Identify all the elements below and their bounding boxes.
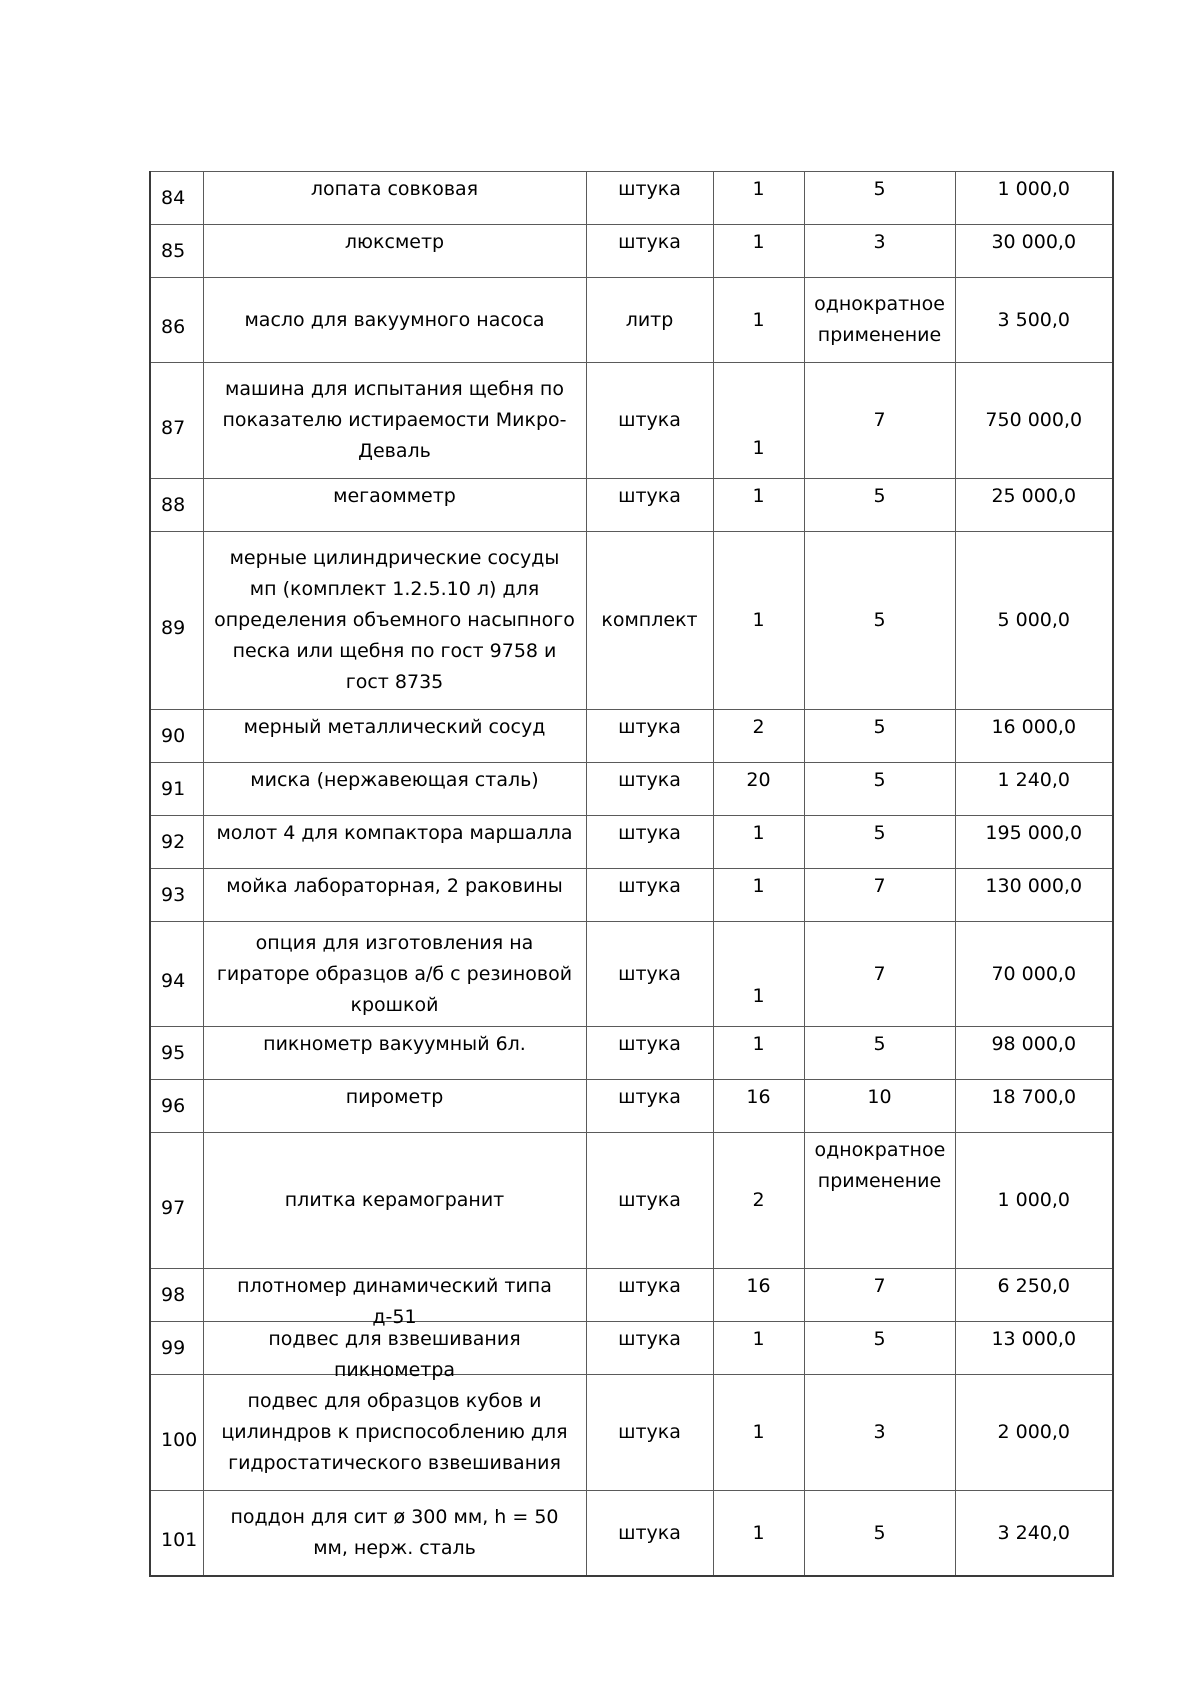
price-cell <box>955 816 1113 869</box>
quantity: 20 <box>746 769 771 791</box>
row-number-cell <box>150 532 203 710</box>
row-number-cell <box>150 1027 203 1080</box>
table-row <box>150 1375 1113 1491</box>
price: 13 000,0 <box>991 1328 1077 1350</box>
service-term-cell <box>804 1133 955 1269</box>
unit-cell <box>586 225 713 278</box>
price-cell <box>955 869 1113 922</box>
service-term-cell <box>804 1269 955 1322</box>
service-term-cell <box>804 763 955 816</box>
unit-cell <box>586 1133 713 1269</box>
equipment-table <box>149 171 1114 1577</box>
item-name: мерный металлический сосуд <box>243 716 546 738</box>
price: 6 250,0 <box>997 1275 1071 1297</box>
price-cell <box>955 1322 1113 1375</box>
service-term: 7 <box>873 962 886 985</box>
item-name: поддон для сит ø 300 мм, h = 50 мм, нерж. сталь <box>230 1506 559 1559</box>
item-name: плотномер динамический типа д-51 <box>237 1275 552 1328</box>
item-name-cell <box>203 363 586 479</box>
row-number: 101 <box>161 1529 198 1551</box>
service-term-cell <box>804 1080 955 1133</box>
price-cell <box>955 1080 1113 1133</box>
quantity: 16 <box>746 1275 771 1297</box>
quantity: 1 <box>752 875 765 897</box>
unit-cell <box>586 1491 713 1577</box>
unit: штука <box>618 822 681 844</box>
item-name: лопата совковая <box>310 178 479 200</box>
unit-cell <box>586 922 713 1027</box>
price: 750 000,0 <box>985 409 1083 431</box>
service-term-cell <box>804 1027 955 1080</box>
price: 18 700,0 <box>991 1086 1077 1108</box>
quantity-cell <box>713 1027 804 1080</box>
quantity: 1 <box>752 437 765 459</box>
quantity-cell <box>713 1375 804 1491</box>
item-name: люксметр <box>344 231 445 253</box>
table-row <box>150 710 1113 763</box>
row-number-cell <box>150 1491 203 1577</box>
price-cell <box>955 922 1113 1027</box>
service-term-cell <box>804 1491 955 1577</box>
quantity-cell <box>713 763 804 816</box>
table-row <box>150 172 1113 225</box>
service-term: 5 <box>873 1328 886 1350</box>
quantity-cell <box>713 479 804 532</box>
quantity: 1 <box>752 822 765 844</box>
item-name-cell <box>203 172 586 225</box>
price-cell <box>955 479 1113 532</box>
unit: штука <box>618 409 681 431</box>
item-name: опция для изготовления на гираторе образцов а/б с резиновой крошкой <box>216 931 573 1016</box>
unit-cell <box>586 763 713 816</box>
row-number-cell <box>150 1322 203 1375</box>
price: 70 000,0 <box>991 962 1077 985</box>
row-number-cell <box>150 763 203 816</box>
price-cell <box>955 1133 1113 1269</box>
price: 5 000,0 <box>997 609 1071 631</box>
item-name-cell <box>203 225 586 278</box>
quantity: 1 <box>752 485 765 507</box>
price: 16 000,0 <box>991 716 1077 738</box>
item-name-cell <box>203 1491 586 1577</box>
item-name: плитка керамогранит <box>284 1189 505 1211</box>
item-name: мерные цилиндрические сосуды мп (комплект 1.2.5.10 л) для определения объемного насыпного песка или щебня по гост 9758 и гост 8735 <box>214 547 575 693</box>
item-name-cell <box>203 1375 586 1491</box>
service-term: однократное применение <box>814 1139 946 1192</box>
quantity: 16 <box>746 1086 771 1108</box>
item-name-cell <box>203 869 586 922</box>
row-number: 85 <box>161 240 186 262</box>
quantity: 1 <box>752 308 765 331</box>
table-row <box>150 225 1113 278</box>
service-term: 5 <box>873 716 886 738</box>
table-row <box>150 479 1113 532</box>
service-term-cell <box>804 532 955 710</box>
price: 25 000,0 <box>991 485 1077 507</box>
item-name: миска (нержавеющая сталь) <box>250 769 539 791</box>
quantity: 2 <box>752 1189 765 1211</box>
quantity-cell <box>713 869 804 922</box>
row-number: 95 <box>161 1042 186 1064</box>
service-term: 7 <box>873 875 886 897</box>
quantity-cell <box>713 278 804 363</box>
service-term: 5 <box>873 178 886 200</box>
service-term-cell <box>804 479 955 532</box>
service-term-cell <box>804 363 955 479</box>
service-term-cell <box>804 172 955 225</box>
quantity-cell <box>713 1491 804 1577</box>
item-name: мойка лабораторная, 2 раковины <box>226 875 563 897</box>
unit-cell <box>586 710 713 763</box>
quantity-cell <box>713 1269 804 1322</box>
quantity-cell <box>713 1080 804 1133</box>
quantity-cell <box>713 532 804 710</box>
row-number: 98 <box>161 1284 186 1306</box>
price: 1 000,0 <box>997 178 1071 200</box>
price: 3 500,0 <box>997 308 1071 331</box>
table-row <box>150 1080 1113 1133</box>
price-cell <box>955 763 1113 816</box>
unit-cell <box>586 479 713 532</box>
quantity: 1 <box>752 1521 765 1544</box>
unit: штука <box>618 1275 681 1297</box>
quantity-cell <box>713 922 804 1027</box>
unit: штука <box>618 1521 681 1544</box>
item-name: машина для испытания щебня по показателю истираемости Микро-Деваль <box>222 378 567 462</box>
quantity-cell <box>713 172 804 225</box>
item-name: подвес для взвешивания пикнометра <box>268 1328 521 1381</box>
table-row <box>150 278 1113 363</box>
service-term-cell <box>804 922 955 1027</box>
item-name: масло для вакуумного насоса <box>244 308 545 331</box>
quantity: 1 <box>752 609 765 631</box>
item-name: пикнометр вакуумный 6л. <box>263 1033 526 1055</box>
price-cell <box>955 172 1113 225</box>
item-name-cell <box>203 710 586 763</box>
unit-cell <box>586 1027 713 1080</box>
table-row <box>150 1491 1113 1577</box>
quantity: 1 <box>752 1328 765 1350</box>
unit: штука <box>618 1328 681 1350</box>
row-number: 84 <box>161 187 186 209</box>
price-cell <box>955 532 1113 710</box>
row-number-cell <box>150 710 203 763</box>
item-name-cell <box>203 1322 586 1381</box>
table-row <box>150 1269 1113 1322</box>
quantity: 1 <box>752 1033 765 1055</box>
unit: штука <box>618 769 681 791</box>
item-name-cell <box>203 763 586 816</box>
table-row <box>150 1322 1113 1375</box>
item-name-cell <box>203 278 586 363</box>
service-term: 5 <box>873 1521 886 1544</box>
service-term: 3 <box>873 1421 886 1443</box>
unit-cell <box>586 532 713 710</box>
service-term: 7 <box>873 1275 886 1297</box>
quantity-cell <box>713 363 804 479</box>
unit-cell <box>586 1080 713 1133</box>
item-name: мегаомметр <box>333 485 456 507</box>
price: 130 000,0 <box>985 875 1083 897</box>
row-number: 89 <box>161 617 186 639</box>
quantity: 1 <box>752 985 765 1007</box>
service-term: 5 <box>873 1033 886 1055</box>
row-number-cell <box>150 1269 203 1322</box>
row-number: 99 <box>161 1337 186 1359</box>
unit: штука <box>618 962 681 985</box>
table-row <box>150 816 1113 869</box>
table-row <box>150 869 1113 922</box>
unit-cell <box>586 278 713 363</box>
row-number-cell <box>150 479 203 532</box>
price-cell <box>955 363 1113 479</box>
unit: комплект <box>601 609 698 631</box>
item-name-cell <box>203 532 586 710</box>
row-number: 94 <box>161 970 186 992</box>
quantity: 1 <box>752 231 765 253</box>
service-term-cell <box>804 225 955 278</box>
price: 195 000,0 <box>985 822 1083 844</box>
service-term: 5 <box>873 822 886 844</box>
price: 2 000,0 <box>997 1421 1071 1443</box>
unit-cell <box>586 172 713 225</box>
service-term: 5 <box>873 485 886 507</box>
item-name-cell <box>203 1027 586 1080</box>
table-row <box>150 363 1113 479</box>
price-cell <box>955 1027 1113 1080</box>
item-name: подвес для образцов кубов и цилиндров к приспособлению для гидростатического взвешивания <box>221 1390 568 1474</box>
item-name-cell <box>203 922 586 1027</box>
unit-cell <box>586 1375 713 1491</box>
quantity-cell <box>713 816 804 869</box>
table-row <box>150 1027 1113 1080</box>
service-term: однократное применение <box>814 293 945 346</box>
service-term: 5 <box>873 609 886 631</box>
service-term-cell <box>804 710 955 763</box>
unit: штука <box>618 1189 681 1211</box>
table-body <box>150 172 1113 1577</box>
row-number: 88 <box>161 494 186 516</box>
quantity: 1 <box>752 178 765 200</box>
quantity-cell <box>713 710 804 763</box>
table-row <box>150 532 1113 710</box>
item-name-cell <box>203 816 586 869</box>
row-number-cell <box>150 1133 203 1269</box>
row-number-cell <box>150 225 203 278</box>
row-number: 86 <box>161 316 186 338</box>
quantity: 1 <box>752 1421 765 1443</box>
row-number: 87 <box>161 417 186 439</box>
row-number-cell <box>150 816 203 869</box>
row-number: 90 <box>161 725 186 747</box>
service-term: 7 <box>873 409 886 431</box>
row-number-cell <box>150 172 203 225</box>
quantity: 2 <box>752 716 765 738</box>
price-cell <box>955 1269 1113 1322</box>
row-number-cell <box>150 922 203 1027</box>
price-cell <box>955 710 1113 763</box>
item-name: молот 4 для компактора маршалла <box>216 822 573 844</box>
table-row <box>150 1133 1113 1269</box>
unit-cell <box>586 869 713 922</box>
service-term-cell <box>804 1375 955 1491</box>
service-term-cell <box>804 816 955 869</box>
price-cell <box>955 1375 1113 1491</box>
price: 98 000,0 <box>991 1033 1077 1055</box>
row-number-cell <box>150 1375 203 1491</box>
unit-cell <box>586 363 713 479</box>
price: 1 240,0 <box>997 769 1071 791</box>
row-number: 91 <box>161 778 186 800</box>
row-number-cell <box>150 1080 203 1133</box>
row-number-cell <box>150 363 203 479</box>
service-term: 10 <box>867 1086 892 1108</box>
unit: литр <box>625 308 674 331</box>
service-term-cell <box>804 1322 955 1375</box>
item-name: пирометр <box>345 1086 444 1108</box>
unit: штука <box>618 231 681 253</box>
row-number-cell <box>150 278 203 363</box>
service-term: 5 <box>873 769 886 791</box>
table-row <box>150 922 1113 1027</box>
item-name-cell <box>203 479 586 532</box>
item-name-cell <box>203 1133 586 1269</box>
unit: штука <box>618 485 681 507</box>
row-number: 93 <box>161 884 186 906</box>
unit-cell <box>586 1322 713 1375</box>
price-cell <box>955 1491 1113 1577</box>
service-term-cell <box>804 869 955 922</box>
price-cell <box>955 278 1113 363</box>
unit-cell <box>586 1269 713 1322</box>
price: 1 000,0 <box>997 1189 1071 1211</box>
price: 30 000,0 <box>991 231 1077 253</box>
unit-cell <box>586 816 713 869</box>
row-number-cell <box>150 869 203 922</box>
unit: штука <box>618 1033 681 1055</box>
price: 3 240,0 <box>997 1521 1071 1544</box>
unit: штука <box>618 875 681 897</box>
table-row <box>150 763 1113 816</box>
item-name-cell <box>203 1269 586 1328</box>
unit: штука <box>618 716 681 738</box>
row-number: 97 <box>161 1197 186 1219</box>
unit: штука <box>618 1421 681 1443</box>
price-cell <box>955 225 1113 278</box>
quantity-cell <box>713 225 804 278</box>
row-number: 92 <box>161 831 186 853</box>
unit: штука <box>618 1086 681 1108</box>
service-term-cell <box>804 278 955 363</box>
item-name-cell <box>203 1080 586 1133</box>
service-term: 3 <box>873 231 886 253</box>
quantity-cell <box>713 1322 804 1375</box>
unit: штука <box>618 178 681 200</box>
row-number: 100 <box>161 1429 198 1451</box>
row-number: 96 <box>161 1095 186 1117</box>
quantity-cell <box>713 1133 804 1269</box>
